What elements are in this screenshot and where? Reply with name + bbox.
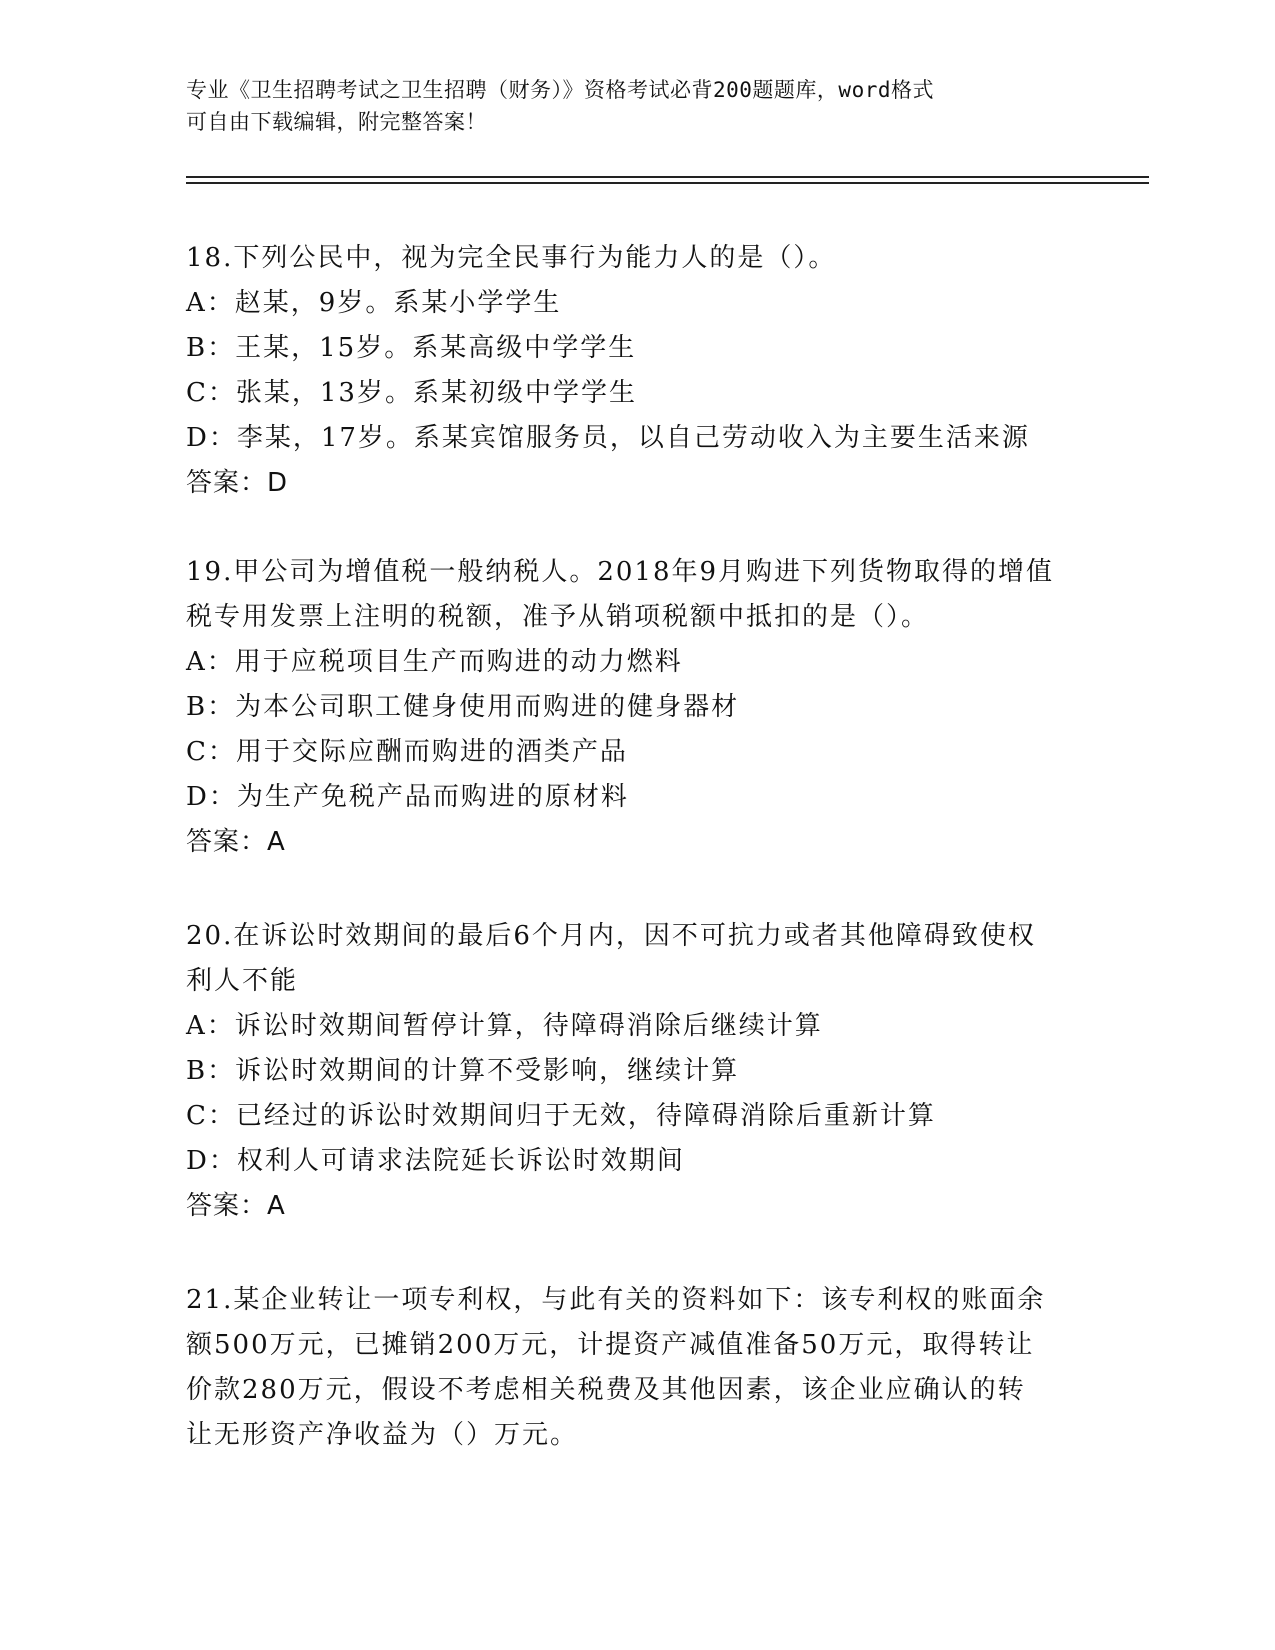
option-c: C：张某，13岁。系某初级中学学生 bbox=[186, 378, 637, 408]
option-d: D：为生产免税产品而购进的原材料 bbox=[186, 782, 629, 812]
question-19 bbox=[186, 550, 1086, 865]
question-stem: 21.某企业转让一项专利权，与此有关的资料如下：该专利权的账面余 bbox=[186, 1285, 1046, 1315]
option-c: C：用于交际应酬而购进的酒类产品 bbox=[186, 737, 628, 767]
option-b: B：为本公司职工健身使用而购进的健身器材 bbox=[186, 692, 740, 722]
header-line-1: 专业《卫生招聘考试之卫生招聘（财务）》资格考试必背200题题库，word格式 bbox=[186, 78, 934, 102]
question-stem: 18.下列公民中，视为完全民事行为能力人的是（）。 bbox=[186, 243, 837, 273]
header-line-2: 可自由下载编辑，附完整答案！ bbox=[186, 110, 487, 134]
question-21 bbox=[186, 1278, 1086, 1458]
question-stem: 利人不能 bbox=[186, 966, 299, 996]
question-stem: 额500万元，已摊销200万元，计提资产减值准备50万元，取得转让 bbox=[186, 1330, 1035, 1360]
answer: 答案：D bbox=[186, 468, 289, 498]
option-d: D：李某，17岁。系某宾馆服务员，以自己劳动收入为主要生活来源 bbox=[186, 423, 1030, 453]
option-a: A：诉讼时效期间暂停计算，待障碍消除后继续计算 bbox=[186, 1011, 823, 1041]
answer: 答案：A bbox=[186, 1191, 286, 1221]
answer: 答案：A bbox=[186, 827, 286, 857]
question-20 bbox=[186, 914, 1086, 1229]
header-divider-bottom bbox=[186, 182, 1149, 184]
option-c: C：已经过的诉讼时效期间归于无效，待障碍消除后重新计算 bbox=[186, 1101, 936, 1131]
question-stem: 价款280万元，假设不考虑相关税费及其他因素，该企业应确认的转 bbox=[186, 1375, 1026, 1405]
option-a: A：赵某，9岁。系某小学学生 bbox=[186, 288, 562, 318]
question-18 bbox=[186, 236, 1086, 506]
option-d: D：权利人可请求法院延长诉讼时效期间 bbox=[186, 1146, 685, 1176]
option-b: B：诉讼时效期间的计算不受影响，继续计算 bbox=[186, 1056, 740, 1086]
option-a: A：用于应税项目生产而购进的动力燃料 bbox=[186, 647, 683, 677]
document-header bbox=[186, 74, 1086, 138]
question-stem: 20.在诉讼时效期间的最后6个月内，因不可抗力或者其他障碍致使权 bbox=[186, 921, 1036, 951]
question-stem: 让无形资产净收益为（）万元。 bbox=[186, 1420, 579, 1450]
question-stem: 税专用发票上注明的税额，准予从销项税额中抵扣的是（）。 bbox=[186, 602, 930, 632]
question-stem: 19.甲公司为增值税一般纳税人。2018年9月购进下列货物取得的增值 bbox=[186, 557, 1055, 587]
option-b: B：王某，15岁。系某高级中学学生 bbox=[186, 333, 637, 363]
header-divider-top bbox=[186, 176, 1149, 178]
